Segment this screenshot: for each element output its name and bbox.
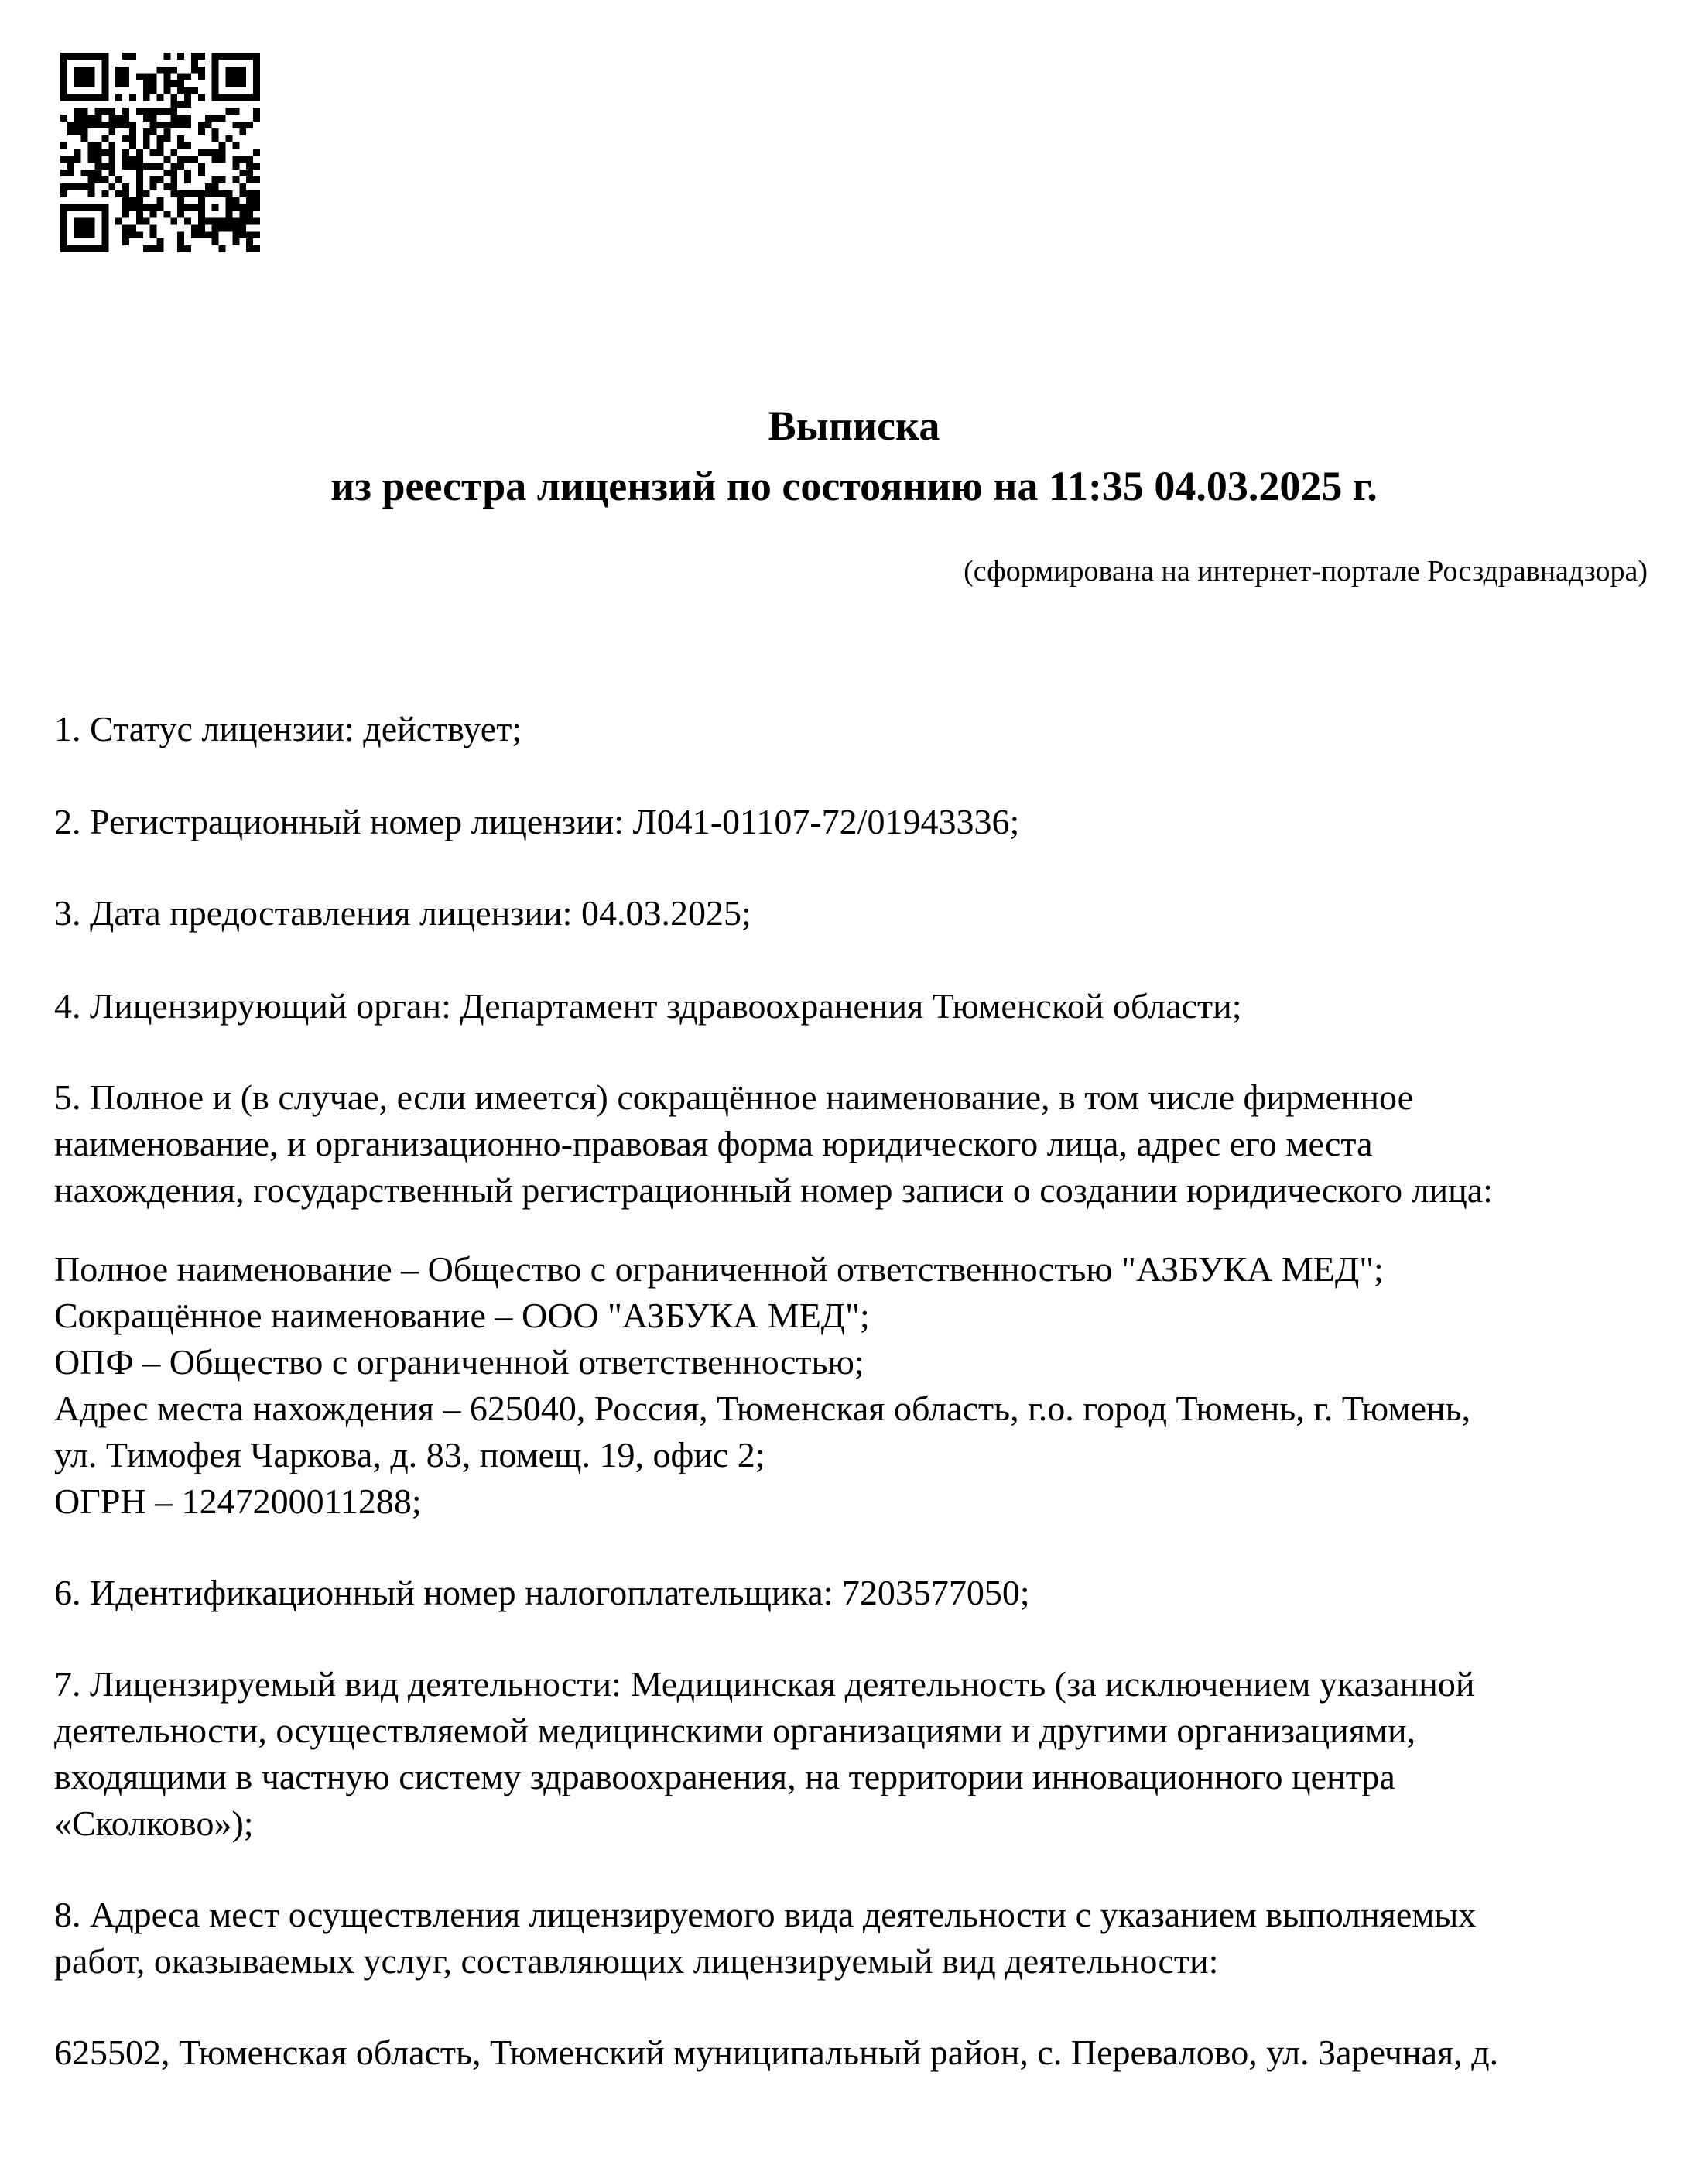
activity-address: 625502, Тюменская область, Тюменский муниципальный район, с. Перевалово, ул. Заречная, д.	[54, 2033, 1499, 2072]
section7-line: 7. Лицензируемый вид деятельности: Медицинская деятельность (за исключением указанной	[54, 1664, 1475, 1704]
section7-line: входящими в частную систему здравоохранения, на территории инновационного центра	[54, 1757, 1395, 1796]
license-date: 3. Дата предоставления лицензии: 04.03.2025;	[54, 893, 751, 933]
org-ogrn: ОГРН – 1247200011288;	[54, 1481, 422, 1521]
section5-line: 5. Полное и (в случае, если имеется) сокращённое наименование, в том числе фирменное	[54, 1077, 1413, 1117]
org-inn: 6. Идентификационный номер налогоплательщика: 7203577050;	[54, 1573, 1030, 1612]
license-reg-number: 2. Регистрационный номер лицензии: Л041-01107-72/01943336;	[54, 802, 1020, 841]
section8-line: работ, оказываемых услуг, составляющих лицензируемый вид деятельности:	[54, 1941, 1219, 1981]
document-title: Выписка	[768, 402, 940, 449]
license-status: 1. Статус лицензии: действует;	[54, 709, 522, 748]
qr-code	[60, 53, 260, 252]
document-title-date: из реестра лицензий по состоянию на 11:35 04.03.2025 г.	[330, 463, 1378, 509]
section7-line: деятельности, осуществляемой медицинскими организациями и другими организациями,	[54, 1711, 1416, 1750]
section5-line: наименование, и организационно-правовая форма юридического лица, адрес его места	[54, 1124, 1373, 1163]
document-source-note: (сформирована на интернет-портале Росздравнадзора)	[964, 555, 1648, 587]
section7-line: «Сколково»);	[54, 1803, 254, 1843]
section5-line: нахождения, государственный регистрационный номер записи о создании юридического лица:	[54, 1170, 1493, 1210]
org-full-name: Полное наименование – Общество с ограниченной ответственностью "АЗБУКА МЕД";	[54, 1249, 1384, 1289]
org-address: Адрес места нахождения – 625040, Россия, Тюменская область, г.о. город Тюмень, г. Тюмень,	[54, 1389, 1471, 1428]
org-address-cont: ул. Тимофея Чаркова, д. 83, помещ. 19, офис 2;	[54, 1435, 765, 1474]
licensing-authority: 4. Лицензирующий орган: Департамент здравоохранения Тюменской области;	[54, 986, 1242, 1026]
org-short-name: Сокращённое наименование – ООО "АЗБУКА МЕД";	[54, 1296, 870, 1335]
org-legal-form: ОПФ – Общество с ограниченной ответственностью;	[54, 1342, 864, 1382]
section8-line: 8. Адреса мест осуществления лицензируемого вида деятельности с указанием выполняемых	[54, 1895, 1477, 1934]
